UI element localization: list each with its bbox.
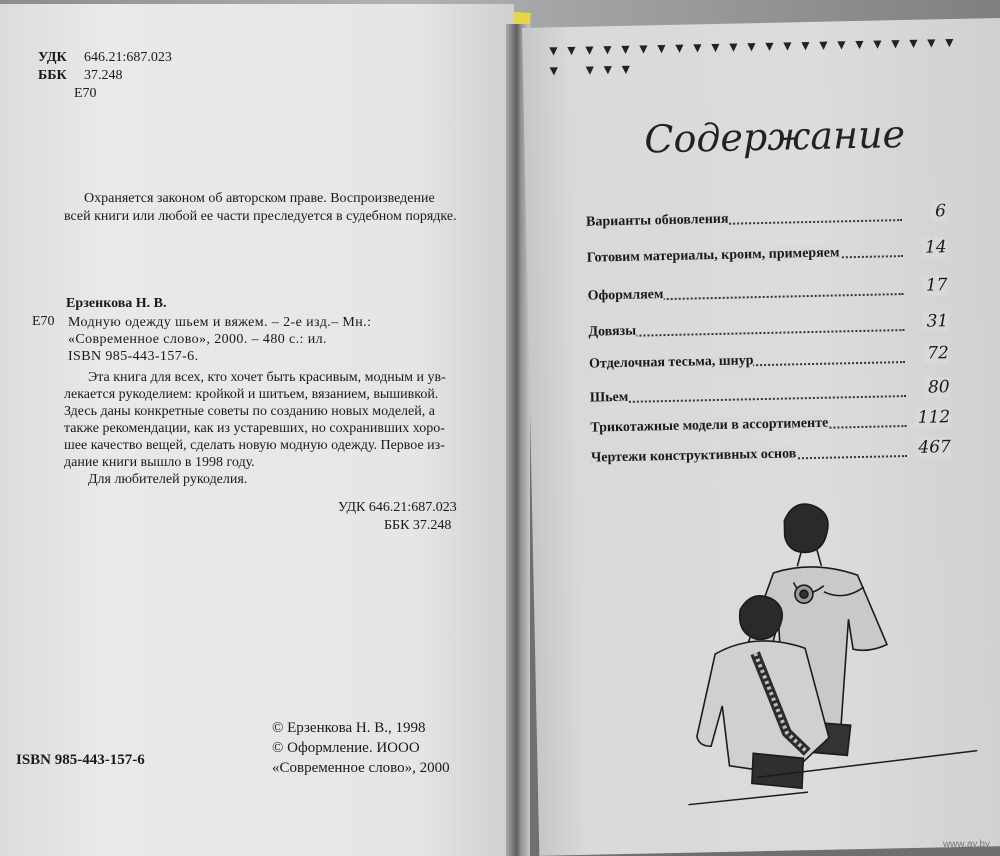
ornament-icon: ▼ [924, 36, 939, 52]
annotation-line: Эта книга для всех, кто хочет быть красивым, модным и ув- [88, 370, 446, 385]
toc-item-page: 72 [923, 343, 949, 364]
toc-item-page: 31 [922, 311, 948, 332]
toc-item-label: Варианты обновления [585, 211, 729, 230]
ornament-icon: ▼ [870, 37, 885, 53]
ornament-icon: ▼ [762, 39, 777, 55]
ornament-icon: ▼ [798, 38, 813, 55]
toc-item[interactable] [585, 201, 947, 231]
toc-item-label: Шьем [589, 389, 629, 406]
ornament-icon: ▼ [834, 38, 849, 54]
annotation-line: Для любителей рукоделия. [88, 472, 248, 487]
ornament-icon: ▼ [582, 63, 597, 79]
fashion-illustration [682, 488, 989, 814]
ornament-icon: ▼ [546, 64, 562, 80]
toc-item[interactable] [587, 275, 948, 305]
ornament-icon: ▼ [708, 40, 723, 57]
toc-item-page: 17 [922, 275, 948, 296]
bib-line: ISBN 985-443-157-6. [68, 349, 199, 364]
toc-item-label: Оформляем [587, 287, 664, 304]
bib-line: «Современное слово», 2000. – 480 с.: ил. [68, 332, 327, 347]
ornament-icon: ▼ [582, 43, 597, 59]
bibliographic-entry [68, 314, 371, 365]
ornament-icon: ▼ [744, 40, 759, 56]
copyright-notice [84, 190, 435, 207]
toc-item[interactable] [588, 311, 949, 341]
right-page [522, 18, 1000, 856]
copyright-notice-line: всей книги или любой ее части преследуется в судебном порядке. [64, 209, 457, 224]
ornament-icon: ▼ [564, 43, 579, 60]
bib-code: Е70 [32, 314, 55, 329]
watermark: www.ay.by [942, 839, 990, 850]
ornament-icon: ▼ [618, 42, 633, 58]
udk-label: УДК [38, 50, 67, 65]
annotation-line: лекается рукоделием: кройкой и шитьем, вязанием, вышивкой. [64, 387, 439, 402]
ornament-icon: ▼ [600, 43, 615, 59]
ornament-icon: ▼ [726, 40, 741, 56]
bib-line: Модную одежду шьем и вяжем. – 2-е изд.– Мн.: [68, 315, 372, 330]
left-page [0, 4, 514, 856]
ornament-icon: ▼ [906, 36, 921, 52]
ornament-icon: ▼ [600, 63, 615, 79]
udk-footer: УДК 646.21:687.023 [338, 500, 457, 515]
ornament-icon: ▼ [816, 38, 831, 54]
toc-item[interactable] [588, 343, 950, 373]
dot-leader [590, 395, 906, 404]
toc-item-label: Трикотажные модели в ассортименте [590, 415, 829, 436]
toc-item[interactable] [590, 407, 951, 437]
toc-item-page: 80 [924, 377, 950, 398]
toc-item-page: 14 [921, 237, 947, 258]
copyright-line: © Оформление. ИООО [272, 740, 420, 756]
bbk-value: 37.248 [84, 68, 123, 83]
copyright-notice-line: Охраняется законом об авторском праве. Воспроизведение [84, 191, 435, 206]
baseline-rule [688, 792, 808, 805]
decorative-border [544, 37, 965, 86]
annotation-line: Здесь даны конкретные советы по созданию новых моделей, а [64, 404, 435, 419]
ornament-icon: ▼ [888, 37, 903, 53]
toc-item-page: 112 [914, 407, 951, 428]
ornament-icon: ▼ [942, 35, 957, 52]
copyright-notice [64, 208, 457, 225]
copyright-line: © Ерзенкова Н. В., 1998 [272, 720, 426, 736]
toc-item[interactable] [586, 237, 947, 267]
ornament-icon: ▼ [690, 41, 705, 57]
author-name: Ерзенкова Н. В. [66, 296, 167, 311]
ornament-icon: ▼ [780, 39, 795, 55]
annotation-line: также рекомендации, как из устаревших, но сохранивших хоро- [64, 421, 445, 436]
bbk-footer: ББК 37.248 [384, 518, 452, 533]
annotation-line: дание книги вышло в 1998 году. [64, 455, 255, 470]
toc-title: Содержание [643, 112, 906, 162]
ornament-icon: ▼ [618, 62, 633, 78]
annotation-line: шее качество вещей, сделать новую модную одежду. Первое из- [64, 438, 445, 453]
toc-item-label: Чертежи конструктивных основ [590, 446, 797, 466]
ornament-icon: ▼ [636, 42, 651, 58]
toc-item-label: Довязы [588, 323, 637, 340]
ornament-icon: ▼ [852, 37, 867, 54]
annotation [64, 369, 446, 488]
ornament-icon: ▼ [654, 41, 669, 58]
ornament-icon: ▼ [672, 41, 687, 57]
toc-item-label: Отделочная тесьма, шнур [588, 353, 754, 372]
bbk-label: ББК [38, 68, 67, 83]
toc-item-label: Готовим материалы, кроим, примеряем [586, 245, 840, 266]
copyright-block [272, 718, 450, 778]
catalog-code: Е70 [74, 86, 97, 101]
toc-item-page: 467 [914, 437, 951, 458]
isbn: ISBN 985-443-157-6 [16, 752, 145, 768]
toc-item-page: 6 [931, 201, 946, 221]
copyright-line: «Современное слово», 2000 [272, 760, 450, 776]
toc-item[interactable] [590, 437, 952, 467]
ornament-icon: ▼ [546, 44, 561, 60]
toc-item[interactable] [589, 377, 950, 407]
udk-value: 646.21:687.023 [84, 50, 172, 65]
